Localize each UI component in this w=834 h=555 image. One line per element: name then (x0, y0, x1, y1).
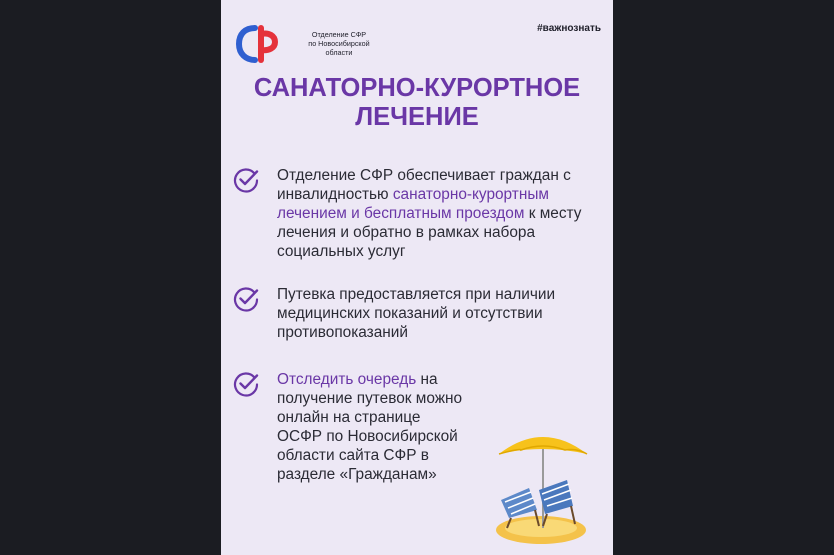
org-name (294, 30, 384, 57)
org-line-3: области (325, 48, 353, 57)
page-title (221, 74, 613, 132)
list-item-text: Путевка предоставляется при наличии медицинских показаний и отсутствии противопоказаний (277, 286, 556, 341)
info-card (221, 0, 613, 555)
list-item-text (277, 166, 607, 261)
text-part: на получение путевок можно онлайн на странице ОСФР по Новосибирской области сайта СФР в разделе «Гражданам» (277, 371, 463, 483)
org-line-2: по Новосибирской (308, 39, 370, 48)
beach-chairs-umbrella-icon (491, 428, 591, 548)
sfr-logo-icon (235, 24, 279, 64)
org-line-1: Отделение СФР (311, 30, 367, 39)
list-item-text (277, 370, 463, 484)
title-line-1: САНАТОРНО-КУРОРТНОЕ (253, 74, 581, 102)
highlight-text: санаторно-курортным лечением и бесплатным проездом (277, 186, 549, 222)
title-line-2: ЛЕЧЕНИЕ (355, 103, 479, 131)
check-circle-icon (232, 285, 260, 313)
text-part: Отделение СФР обеспечивает граждан с инвалидностью (277, 167, 571, 203)
text-part: к месту лечения и обратно в рамках набора социальных услуг (277, 205, 582, 260)
check-circle-icon (232, 370, 260, 398)
hashtag: #важнознать (537, 23, 601, 34)
check-circle-icon (232, 166, 260, 194)
highlight-text: Отследить очередь (277, 371, 417, 388)
